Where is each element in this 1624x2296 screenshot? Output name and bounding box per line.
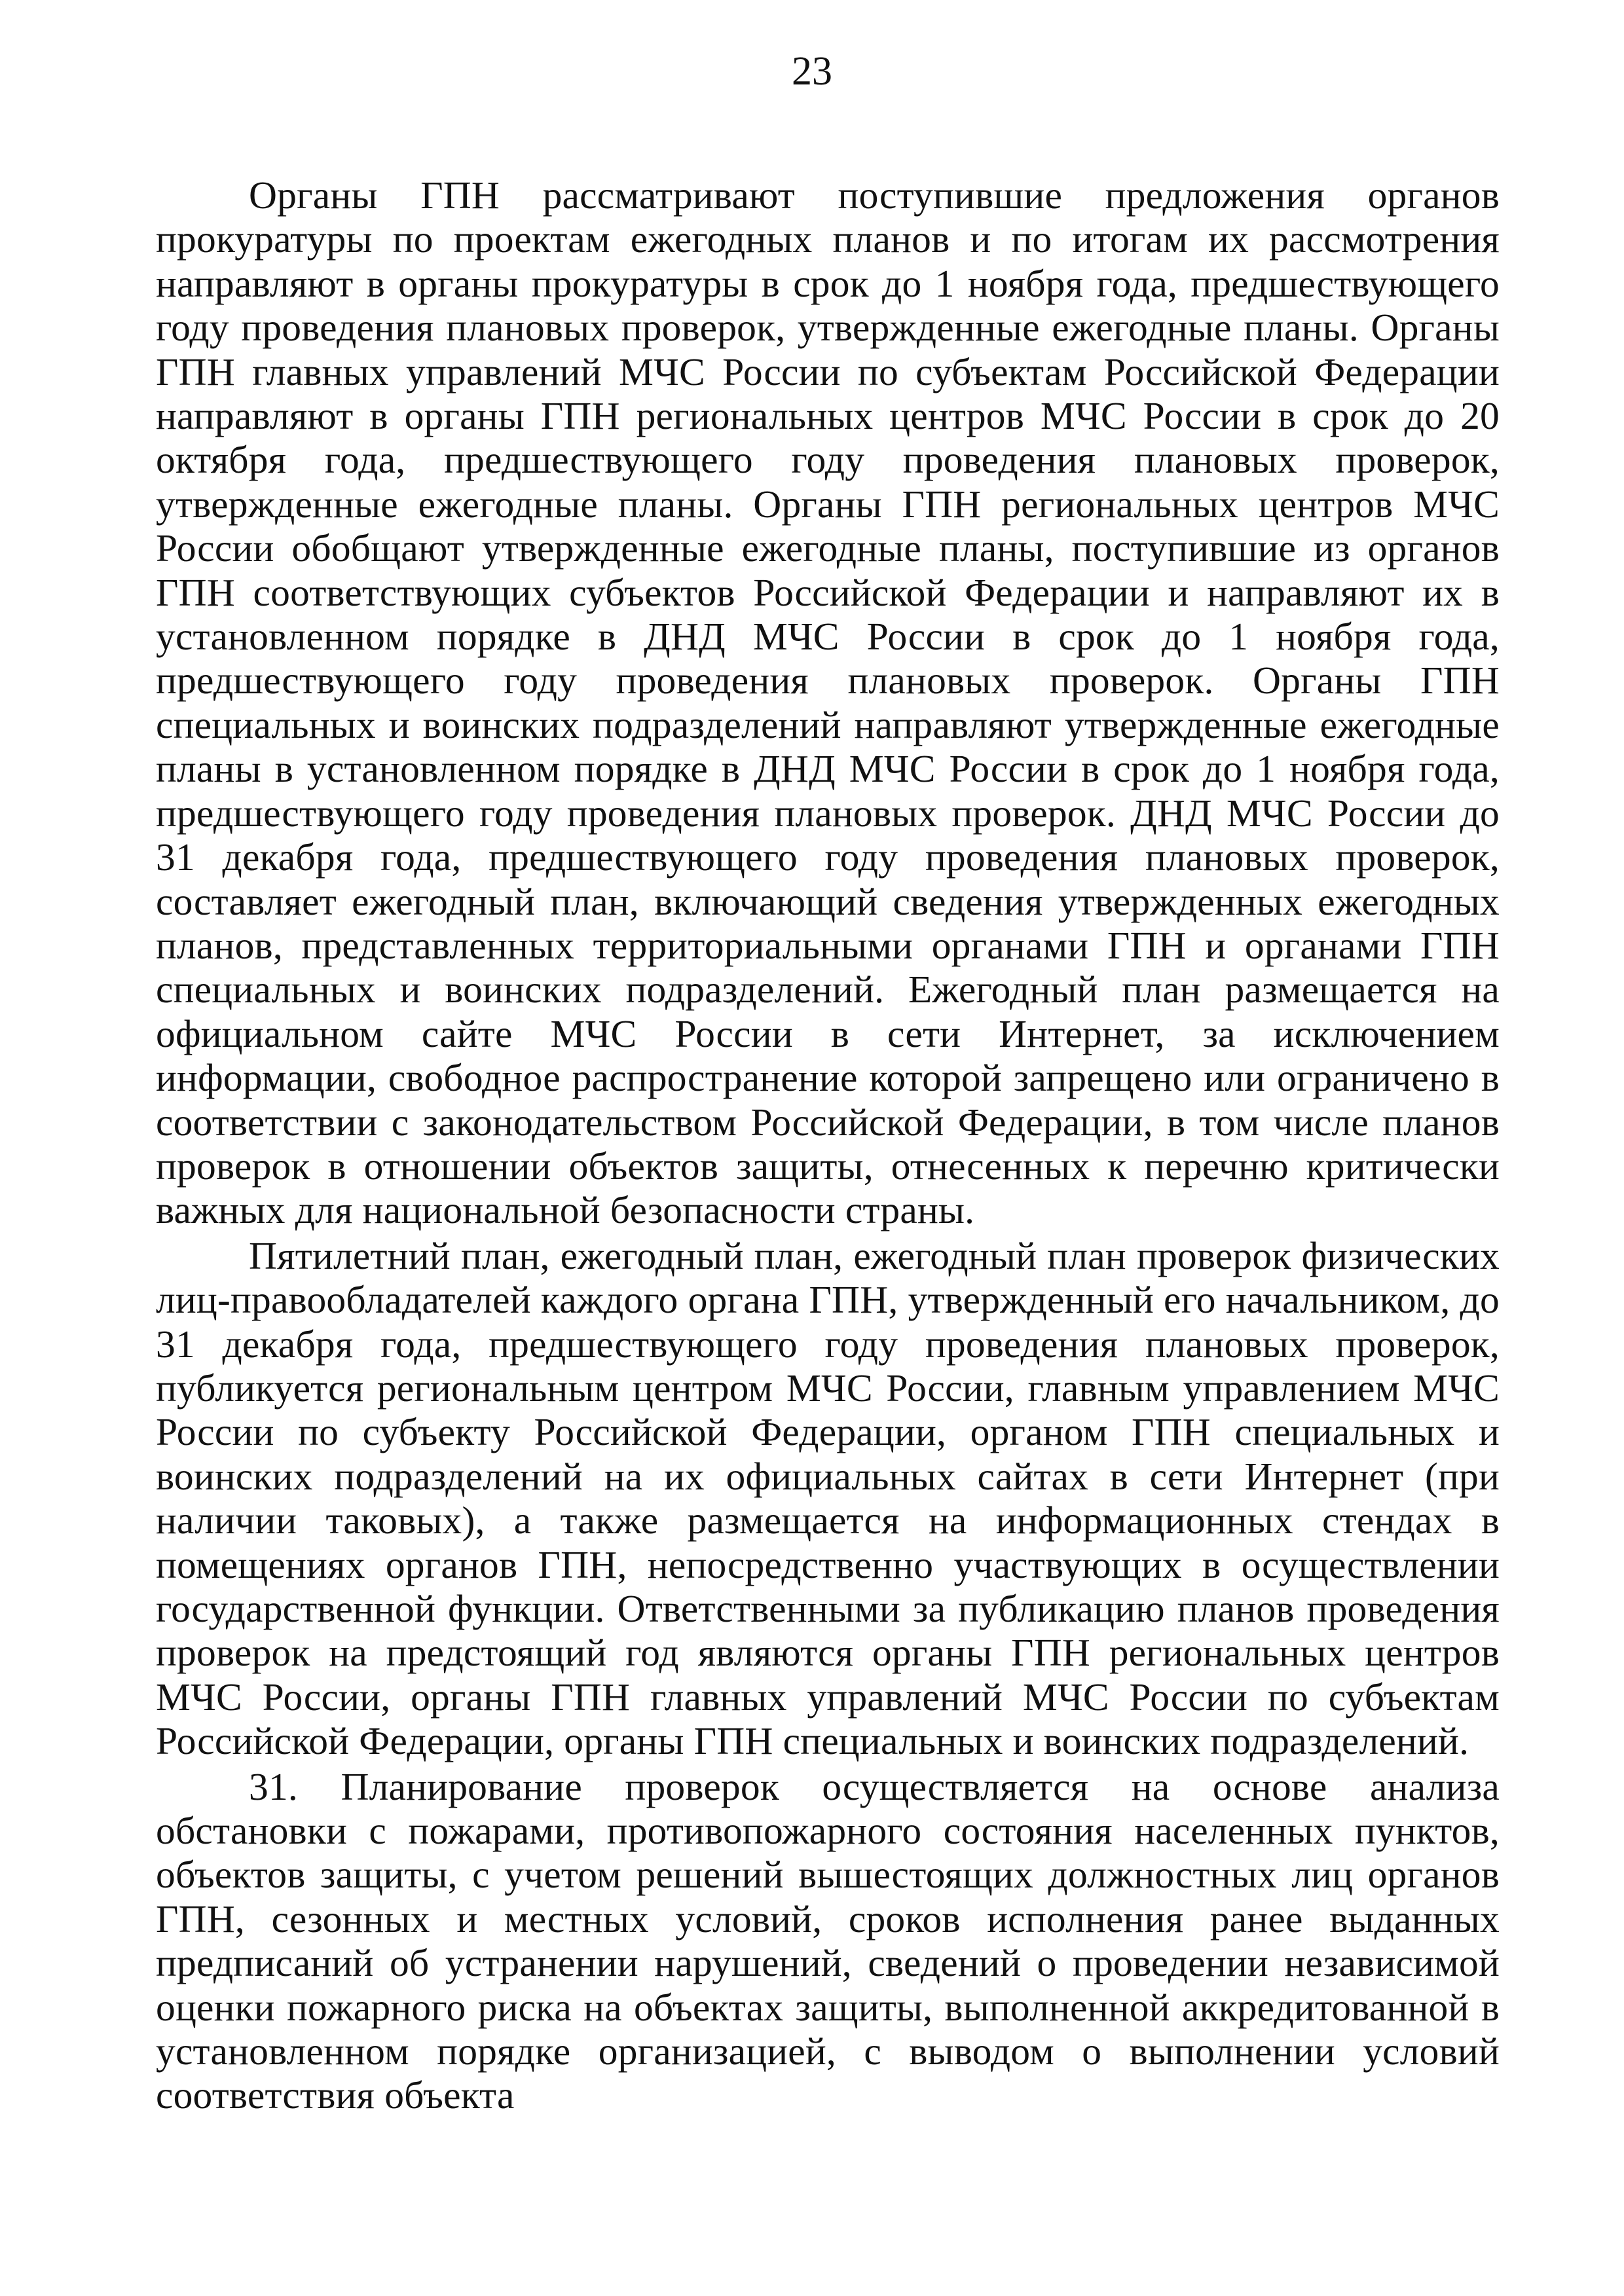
paragraph-item-31: 31. Планирование проверок осуществляется на основе анализа обстановки с пожарами, противопожарного состояния населенных пунктов, объектов защиты, с учетом решений вышестоящих должностных лиц органов ГПН, сезонных и местных условий, сроков исполнения ранее выданных предписаний об устранении нарушений, сведений о проведении независимой оценки пожарного риска на объектах защиты, выполненной аккредитованной в установленном порядке организацией, с выводом о выполнении условий соответствия объекта xyxy=(156,1764,1500,2117)
page-number: 23 xyxy=(792,49,832,94)
document-body xyxy=(156,173,1500,2118)
paragraph-five-year-plan: Пятилетний план, ежегодный план, ежегодный план проверок физических лиц-правообладателей каждого органа ГПН, утвержденный его начальником, до 31 декабря года, предшествующего году проведения плановых проверок, публикуется региональным центром МЧС России, главным управлением МЧС России по субъекту Российской Федерации, органом ГПН специальных и воинских подразделений на их официальных сайтах в сети Интернет (при наличии таковых), а также размещается на информационных стендах в помещениях органов ГПН, непосредственно участвующих в осуществлении государственной функции. Ответственными за публикацию планов проведения проверок на предстоящий год являются органы ГПН региональных центров МЧС России, органы ГПН главных управлений МЧС России по субъектам Российской Федерации, органы ГПН специальных и воинских подразделений. xyxy=(156,1233,1500,1763)
paragraph-gpn-review: Органы ГПН рассматривают поступившие предложения органов прокуратуры по проектам ежегодных планов и по итогам их рассмотрения направляют в органы прокуратуры в срок до 1 ноября года, предшествующего году проведения плановых проверок, утвержденные ежегодные планы. Органы ГПН главных управлений МЧС России по субъектам Российской Федерации направляют в органы ГПН региональных центров МЧС России в срок до 20 октября года, предшествующего году проведения плановых проверок, утвержденные ежегодные планы. Органы ГПН региональных центров МЧС России обобщают утвержденные ежегодные планы, поступившие из органов ГПН соответствующих субъектов Российской Федерации и направляют их в установленном порядке в ДНД МЧС России в срок до 1 ноября года, предшествующего году проведения плановых проверок. Органы ГПН специальных и воинских подразделений направляют утвержденные ежегодные планы в установленном порядке в ДНД МЧС России в срок до 1 ноября года, предшествующего году проведения плановых проверок. ДНД МЧС России до 31 декабря года, предшествующего году проведения плановых проверок, составляет ежегодный план, включающий сведения утвержденных ежегодных планов, представленных территориальными органами ГПН и органами ГПН специальных и воинских подразделений. Ежегодный план размещается на официальном сайте МЧС России в сети Интернет, за исключением информации, свободное распространение которой запрещено или ограничено в соответствии с законодательством Российской Федерации, в том числе планов проверок в отношении объектов защиты, отнесенных к перечню критически важных для национальной безопасности страны. xyxy=(156,173,1500,1232)
